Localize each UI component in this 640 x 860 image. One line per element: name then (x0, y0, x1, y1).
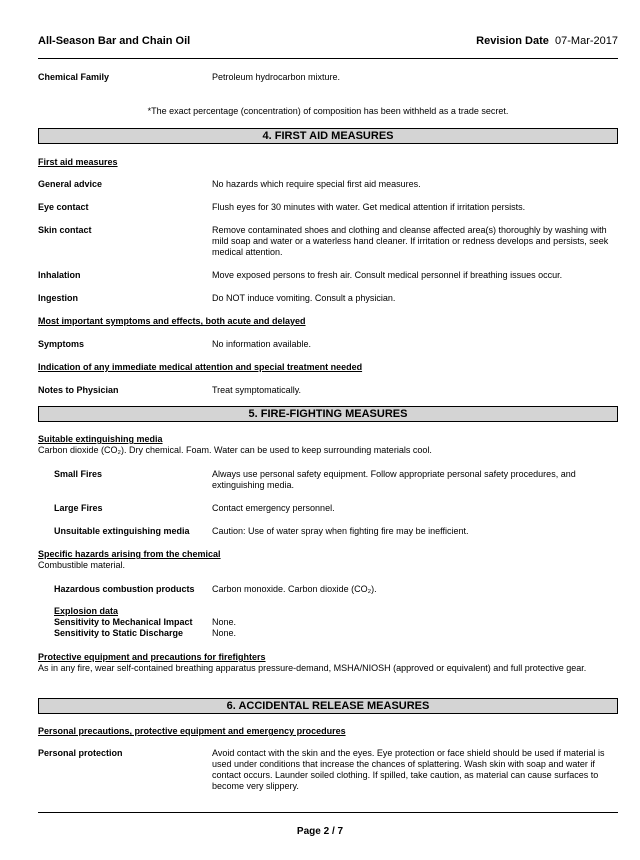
first-aid-heading: First aid measures (38, 157, 118, 167)
header-rule (38, 58, 618, 59)
skin-contact-label: Skin contact (38, 225, 92, 235)
notes-to-physician-value: Treat symptomatically. (212, 385, 302, 395)
static-discharge-value: None. (212, 628, 237, 638)
mechanical-impact-value: None. (212, 617, 237, 627)
revision-info (476, 36, 618, 47)
inhalation-value: Move exposed persons to fresh air. Consult medical personnel if breathing issues occur. (212, 270, 563, 280)
small-fires-label: Small Fires (54, 469, 103, 479)
firefighter-protection-text: As in any fire, wear self-contained breathing apparatus pressure-demand, MSHA/NIOSH (approved or equivalent) and full protective gear. (38, 663, 587, 673)
skin-contact-value: Remove contaminated shoes and clothing and cleanse affected area(s) thoroughly by washing with mild soap and water or a waterless hand cleaner. If irritation or redness develops and persists, seek medical attention. (212, 225, 609, 257)
revision-label: Revision Date (476, 35, 549, 47)
trade-secret-note: *The exact percentage (concentration) of composition has been withheld as a trade secret. (147, 106, 509, 116)
explosion-data-heading: Explosion data (54, 606, 119, 616)
symptoms-heading: Most important symptoms and effects, both acute and delayed (38, 316, 306, 326)
section-5-title: 5. FIRE-FIGHTING MEASURES (38, 406, 618, 422)
footer-rule (38, 812, 618, 813)
static-discharge-label: Sensitivity to Static Discharge (54, 628, 184, 638)
personal-protection-label: Personal protection (38, 748, 123, 758)
small-fires-value: Always use personal safety equipment. Follow appropriate personal safety procedures, and extinguishing media. (212, 469, 576, 490)
page-number: Page 2 / 7 (296, 826, 344, 837)
eye-contact-value: Flush eyes for 30 minutes with water. Get medical attention if irritation persists. (212, 202, 526, 212)
large-fires-value: Contact emergency personnel. (212, 503, 335, 513)
specific-hazards-text: Combustible material. (38, 560, 126, 570)
unsuitable-media-value: Caution: Use of water spray when fighting fire may be inefficient. (212, 526, 469, 536)
specific-hazards-heading: Specific hazards arising from the chemical (38, 549, 221, 559)
extinguishing-media-text: Carbon dioxide (CO₂). Dry chemical. Foam. Water can be used to keep surrounding materials cool. (38, 445, 432, 455)
section-6-title: 6. ACCIDENTAL RELEASE MEASURES (38, 698, 618, 714)
indication-heading: Indication of any immediate medical attention and special treatment needed (38, 362, 363, 372)
firefighter-protection-heading: Protective equipment and precautions for firefighters (38, 652, 266, 662)
section-4-title: 4. FIRST AID MEASURES (38, 128, 618, 144)
unsuitable-media-label: Unsuitable extinguishing media (54, 526, 190, 536)
combustion-products-value: Carbon monoxide. Carbon dioxide (CO₂). (212, 584, 377, 594)
combustion-products-label: Hazardous combustion products (54, 584, 195, 594)
mechanical-impact-label: Sensitivity to Mechanical Impact (54, 617, 193, 627)
personal-protection-value: Avoid contact with the skin and the eyes. Eye protection or face shield should be used if material is used under conditions that increase the chances of splattering. Wash skin with soap and water if contact occurs. Launder soiled clothing. If spilled, take caution, as material can cause surfaces to become very slippery. (212, 748, 605, 791)
general-advice-value: No hazards which require special first aid measures. (212, 179, 421, 189)
chemical-family-label: Chemical Family (38, 72, 110, 82)
large-fires-label: Large Fires (54, 503, 103, 513)
revision-date: 07-Mar-2017 (555, 35, 618, 47)
personal-precautions-heading: Personal precautions, protective equipment and emergency procedures (38, 726, 346, 736)
symptoms-value: No information available. (212, 339, 312, 349)
product-name: All-Season Bar and Chain Oil (38, 35, 191, 47)
extinguishing-media-heading: Suitable extinguishing media (38, 434, 163, 444)
inhalation-label: Inhalation (38, 270, 81, 280)
ingestion-value: Do NOT induce vomiting. Consult a physician. (212, 293, 396, 303)
chemical-family-value: Petroleum hydrocarbon mixture. (212, 72, 341, 82)
notes-to-physician-label: Notes to Physician (38, 385, 119, 395)
symptoms-label: Symptoms (38, 339, 85, 349)
eye-contact-label: Eye contact (38, 202, 89, 212)
general-advice-label: General advice (38, 179, 103, 189)
ingestion-label: Ingestion (38, 293, 78, 303)
